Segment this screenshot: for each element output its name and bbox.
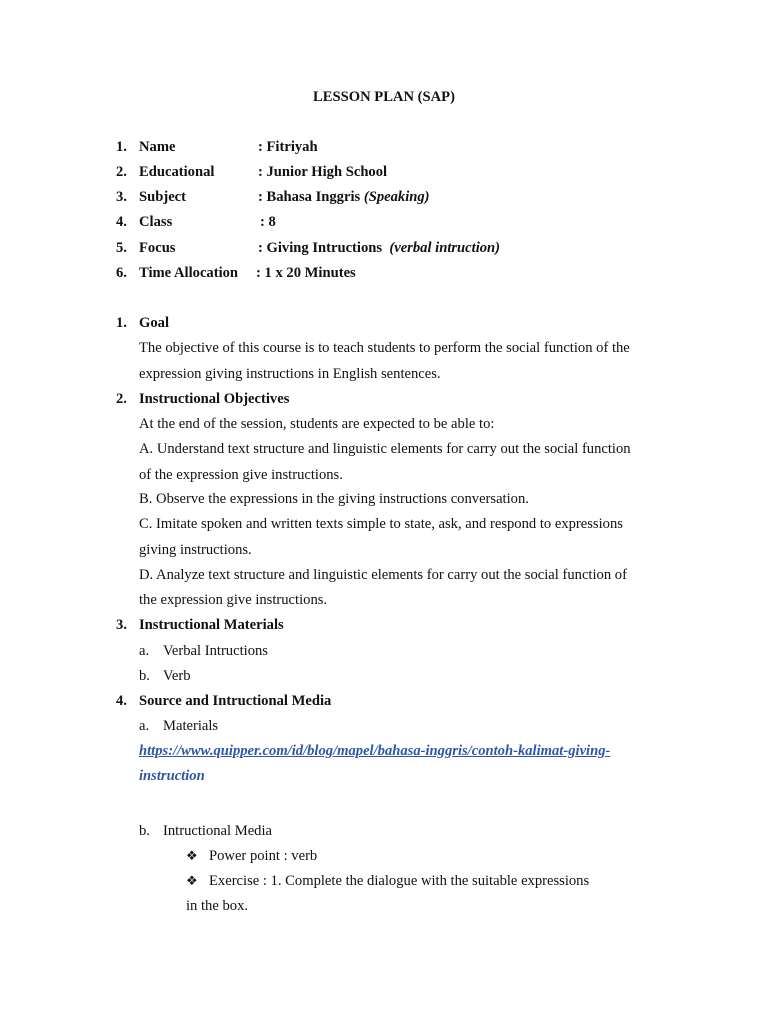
info-value-subject: [258, 188, 430, 206]
info-value-emphasis: (verbal intruction): [389, 240, 501, 256]
info-value-emphasis: (Speaking): [363, 189, 430, 205]
bullet-item: Exercise : 1. Complete the dialogue with the suitable expressions: [209, 873, 590, 889]
paragraph-line: the expression give instructions.: [139, 592, 328, 608]
section-heading: Goal: [139, 315, 169, 331]
list-item-letter: b.: [139, 668, 150, 684]
materials-link[interactable]: https://www.quipper.com/id/blog/mapel/bahasa-inggris/contoh-kalimat-giving-: [139, 743, 611, 759]
list-item: Materials: [163, 718, 219, 734]
paragraph-line: At the end of the session, students are expected to be able to:: [139, 416, 495, 432]
info-number: 5.: [116, 240, 127, 256]
info-number: 4.: [116, 214, 127, 230]
section-heading: Instructional Materials: [139, 617, 284, 633]
section-heading: Instructional Objectives: [139, 391, 290, 407]
info-value-text: : 1 x 20 Minutes: [256, 265, 356, 281]
paragraph-line: giving instructions.: [139, 542, 252, 558]
bullet-item: Power point : verb: [209, 848, 318, 864]
info-value-text: : Giving Intructions: [258, 240, 383, 256]
info-value-educational: [258, 163, 387, 181]
paragraph-line: expression giving instructions in English sentences.: [139, 366, 441, 382]
paragraph-line: of the expression give instructions.: [139, 467, 343, 483]
info-value-focus: [258, 239, 500, 257]
info-value-text: : Junior High School: [258, 164, 388, 180]
info-label-class: Class: [139, 214, 173, 230]
section-heading: Source and Intructional Media: [139, 693, 332, 709]
info-number: 1.: [116, 139, 127, 155]
materials-link-continued[interactable]: instruction: [139, 768, 205, 784]
info-value-text: : 8: [260, 214, 276, 230]
paragraph-line: The objective of this course is to teach students to perform the social function of the: [139, 340, 630, 356]
diamond-bullet-icon: ❖: [186, 873, 198, 888]
info-number: 2.: [116, 164, 127, 180]
info-label-focus: Focus: [139, 240, 176, 256]
info-value-text: : Fitriyah: [258, 139, 318, 155]
section-number: 3.: [116, 617, 127, 633]
info-value-name: [258, 138, 318, 156]
info-number: 6.: [116, 265, 127, 281]
info-value-class: [260, 213, 276, 231]
list-item-letter: a.: [139, 643, 150, 659]
bullet-continuation: in the box.: [186, 898, 249, 914]
info-label-name: Name: [139, 139, 176, 155]
list-item: Intructional Media: [163, 823, 273, 839]
list-item-letter: b.: [139, 823, 150, 839]
diamond-bullet-icon: ❖: [186, 848, 198, 863]
section-number: 4.: [116, 693, 127, 709]
info-value-time: [256, 264, 356, 282]
paragraph-line: B. Observe the expressions in the giving instructions conversation.: [139, 491, 529, 507]
paragraph-line: C. Imitate spoken and written texts simple to state, ask, and respond to expressions: [139, 516, 623, 532]
section-number: 2.: [116, 391, 127, 407]
page-title: LESSON PLAN (SAP): [313, 89, 455, 105]
info-label-subject: Subject: [139, 189, 187, 205]
info-number: 3.: [116, 189, 127, 205]
paragraph-line: D. Analyze text structure and linguistic elements for carry out the social function of: [139, 567, 627, 583]
list-item-letter: a.: [139, 718, 150, 734]
info-label-time: Time Allocation: [139, 265, 239, 281]
paragraph-line: A. Understand text structure and linguistic elements for carry out the social function: [139, 441, 631, 457]
list-item: Verbal Intructions: [163, 643, 268, 659]
section-number: 1.: [116, 315, 127, 331]
info-label-educational: Educational: [139, 164, 215, 180]
list-item: Verb: [163, 668, 191, 684]
info-value-text: : Bahasa Inggris: [258, 189, 361, 205]
